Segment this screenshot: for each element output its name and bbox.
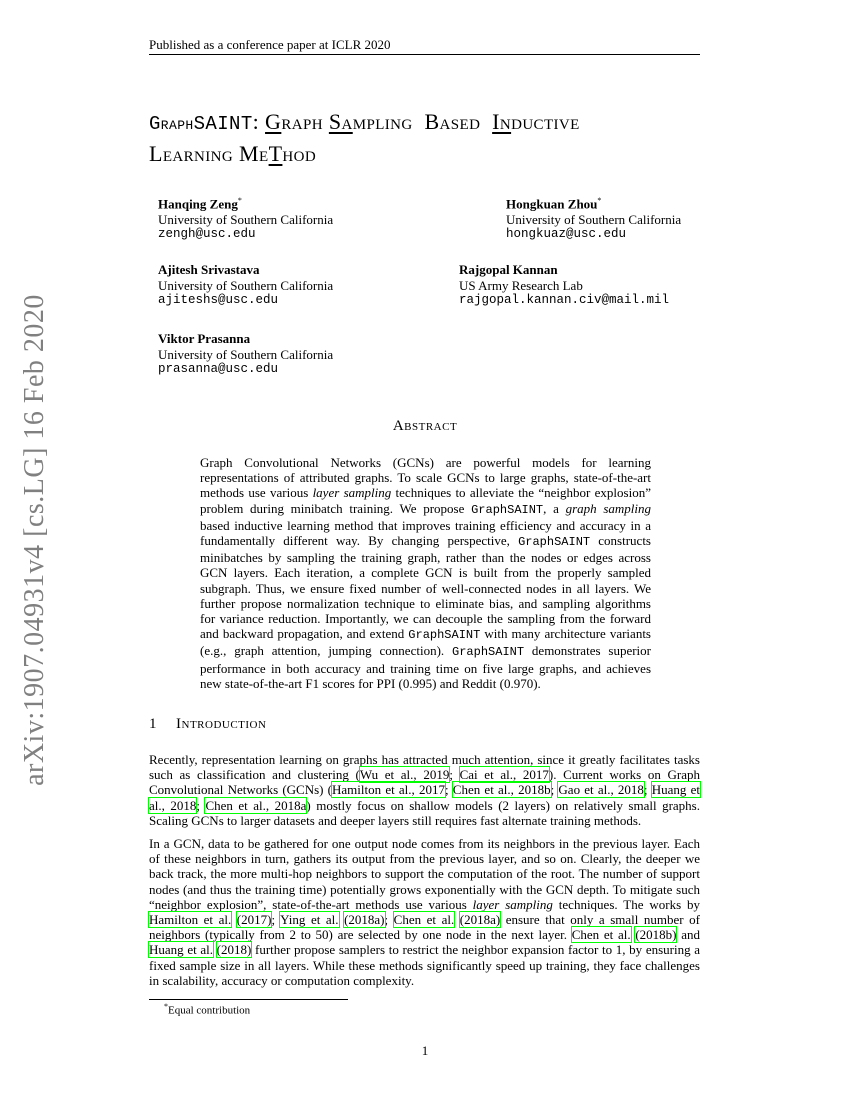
author-block: Hongkuan Zhou* University of Southern California hongkuaz@usc.edu (506, 196, 682, 242)
author-name: Hongkuan Zhou (506, 196, 598, 212)
running-header: Published as a conference paper at ICLR 2020 (149, 37, 391, 52)
author-affiliation: University of Southern California (506, 211, 682, 227)
author-block (158, 331, 333, 378)
citation-link[interactable]: Huang et al., 2018 (149, 782, 700, 813)
citation-link[interactable]: Hamilton et al., 2017 (332, 782, 445, 798)
page-number: 1 (421, 1043, 429, 1058)
citation-link[interactable]: Chen et al., 2018b (452, 782, 551, 798)
author-name: Ajitesh Srivastava (158, 262, 260, 277)
author-email[interactable]: ajiteshs@usc.edu (158, 293, 279, 307)
paper-title: GraphSAINT: Graph Sampling Based Inductive Learning MeThod (149, 109, 580, 166)
citation-link[interactable]: Chen et al., 2018a (205, 797, 307, 813)
author-affiliation: University of Southern California (158, 211, 334, 227)
footnote: *Equal contribution (164, 1002, 251, 1017)
citation-link[interactable]: Ying et al. (280, 912, 339, 928)
author-email[interactable]: zengh@usc.edu (158, 227, 256, 242)
citation-link[interactable]: (2018a) (459, 912, 501, 928)
author-affiliation: University of Southern California (158, 277, 334, 293)
citation-link[interactable]: (2018) (216, 942, 252, 958)
citation-link[interactable]: (2018a) (344, 912, 385, 928)
author-email[interactable]: hongkuaz@usc.edu (506, 227, 627, 242)
citation-link[interactable]: Gao et al., 2018 (558, 782, 644, 798)
author-name: Viktor Prasanna (158, 331, 251, 346)
author-email[interactable]: prasanna@usc.edu (158, 362, 279, 376)
header-rule (149, 54, 700, 55)
citation-link[interactable]: Cai et al., 2017 (459, 767, 549, 783)
citation-link[interactable]: Chen et al. (571, 927, 631, 943)
author-block: Hanqing Zeng* University of Southern California zengh@usc.edu (158, 196, 334, 242)
citation-link[interactable]: Wu et al., 2019 (359, 767, 450, 783)
author-block (459, 262, 669, 309)
intro-paragraph-2: In a GCN, data to be gathered for one output node comes from its neighbors in the previous layer. Each of these neighbors in turn, gathers its output from the previous layer, and so on. Clearly, the deeper we back track, the more multi-hop neighbors to support the computation of the root. The number of support nodes (and thus the training time) potentially grows exponentially with the GCN depth. To mitigate such “neighbor explosion”, state-of-the-art methods use various layer sampling techniques. The works by Hamilton et al. (2017); Ying et al. (2018a); Chen et al. (2018a) ensure that only a small number of neighbors (typically from 2 to 50) are selected by one node in the next layer. Chen et al. (2018b) and Huang et al. (2018) further propose samplers to restrict the neighbor expansion factor to 1, by ensuring a fixed sample size in all layers. While these methods significantly speed up training, they face challenges in scalability, accuracy or computation complexity. (149, 836, 701, 988)
section-heading: 1 Introduction (149, 716, 267, 732)
author-affiliation: US Army Research Lab (459, 277, 583, 293)
citation-link[interactable]: (2017) (236, 912, 272, 928)
author-block (158, 262, 333, 309)
author-name: Hanqing Zeng (158, 196, 238, 212)
citation-link[interactable]: Huang et al. (149, 942, 213, 958)
citation-link[interactable]: Hamilton et al. (149, 912, 232, 928)
intro-paragraph-1: Recently, representation learning on graphs has attracted much attention, since it greatly facilitates tasks such as classification and clustering (Wu et al., 2019; Cai et al., 2017). Current works on Graph Convolutional Networks (GCNs) (Hamilton et al., 2017; Chen et al., 2018b; Gao et al., 2018; Huang et al., 2018; Chen et al., 2018a) mostly focus on shallow models (2 layers) on relatively small graphs. Scaling GCNs to larger datasets and deeper layers still requires fast alternate training methods. (149, 752, 701, 828)
author-name: Rajgopal Kannan (459, 262, 558, 277)
footnote-rule (149, 999, 348, 1000)
author-email[interactable]: rajgopal.kannan.civ@mail.mil (459, 293, 670, 307)
abstract-body: Graph Convolutional Networks (GCNs) are powerful models for learning representations of attributed graphs. To scale GCNs to large graphs, state-of-the-art methods use various layer sampling techniques to alleviate the “neighbor explosion” problem during minibatch training. We propose GraphSAINT, a graph sampling based inductive learning method that improves training efficiency and accuracy in a fundamentally different way. By changing perspective, GraphSAINT constructs minibatches by sampling the training graph, rather than the nodes or edges across GCN layers. Each iteration, a complete GCN is built from the properly sampled subgraph. Thus, we ensure fixed number of well-connected nodes in all layers. We further propose normalization technique to eliminate bias, and sampling algorithms for variance reduction. Importantly, we can decouple the sampling from the forward and backward propagation, and extend GraphSAINT with many architecture variants (e.g., graph attention, jumping connection). GraphSAINT demonstrates superior performance in both accuracy and training time on five large graphs, and achieves new state-of-the-art F1 scores for PPI (0.995) and Reddit (0.970). (200, 455, 651, 691)
abstract-heading: Abstract (392, 418, 458, 434)
author-affiliation: University of Southern California (158, 346, 334, 362)
citation-link[interactable]: Chen et al. (393, 912, 455, 928)
arxiv-identifier[interactable]: arXiv:1907.04931v4 [cs.LG] 16 Feb 2020 (19, 293, 51, 786)
citation-link[interactable]: (2018b) (635, 927, 677, 943)
